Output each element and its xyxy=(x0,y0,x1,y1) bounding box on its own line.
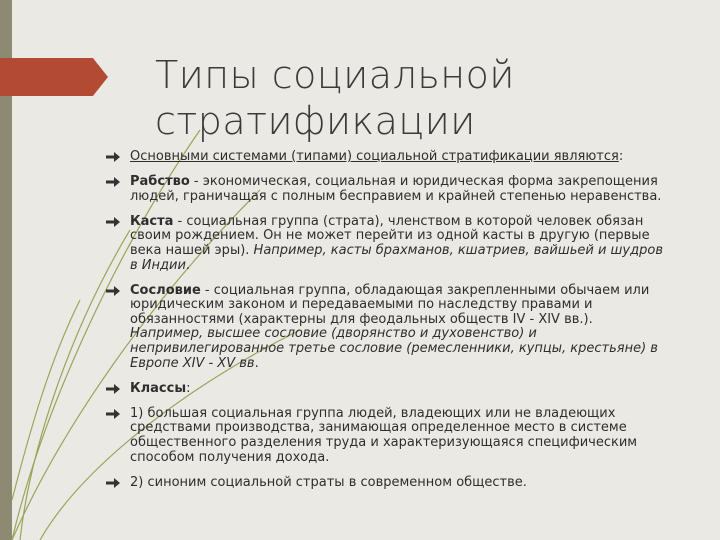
bullet-list xyxy=(106,150,666,501)
title-arrow-tab xyxy=(0,58,108,96)
item-text: : xyxy=(186,380,191,396)
item-text: Основными системами (типами) социальной стратификации являются xyxy=(130,149,619,164)
list-item xyxy=(106,150,666,165)
title-line-1: Типы социальной xyxy=(155,53,515,97)
item-term: Каста xyxy=(130,213,174,229)
right-arrow-icon xyxy=(106,152,120,162)
right-arrow-icon xyxy=(106,409,120,419)
item-end: . xyxy=(185,257,191,273)
title-line-2: стратификации xyxy=(155,99,476,143)
item-example: Например, высшее сословие (дворянство и духовенство) и непривилегированное третье сословие (ремесленники, купцы, крестьяне) в Европе XIV - XV вв xyxy=(130,326,658,371)
list-item xyxy=(106,284,666,372)
slide-title xyxy=(155,52,655,144)
item-term: Рабство xyxy=(130,174,190,190)
item-text: 1) большая социальная группа людей, владеющих или не владеющих средствами производства, занимающая определенное место в системе общественного разделения труда и характеризующаяся специфическим способом получения дохода. xyxy=(130,405,638,465)
item-term: Классы xyxy=(130,380,187,396)
list-item xyxy=(106,215,666,273)
item-text: - социальная группа, обладающая закрепленными обычаем или юридическим законом и передаваемыми по наследству правами и обязанностями (характерны для феодальных обществ IV - XIV вв.). xyxy=(130,282,650,327)
right-arrow-icon xyxy=(106,217,120,227)
item-text: - экономическая, социальная и юридическая форма закрепощения людей, граничащая с полным бесправием и крайней степенью неравенства. xyxy=(130,174,662,204)
right-arrow-icon xyxy=(106,286,120,296)
item-text: - социальная группа (страта), членством в которой человек обязан своим рождением. Он не может перейти из одной касты в другую (первые века нашей эры). xyxy=(130,213,650,258)
item-end: . xyxy=(254,355,259,371)
list-item xyxy=(106,382,666,397)
list-item xyxy=(106,175,666,204)
right-arrow-icon xyxy=(106,384,120,394)
item-term: Сословие xyxy=(130,282,201,298)
right-arrow-icon xyxy=(106,478,120,488)
item-tail: : xyxy=(618,149,624,164)
list-item xyxy=(106,407,666,465)
right-arrow-icon xyxy=(106,177,120,187)
item-example: Например, касты брахманов, кшатриев, вайшьей и шудров в Индии xyxy=(130,242,663,273)
list-item xyxy=(106,476,666,491)
item-text: 2) синоним социальной страты в современном обществе. xyxy=(130,474,527,490)
